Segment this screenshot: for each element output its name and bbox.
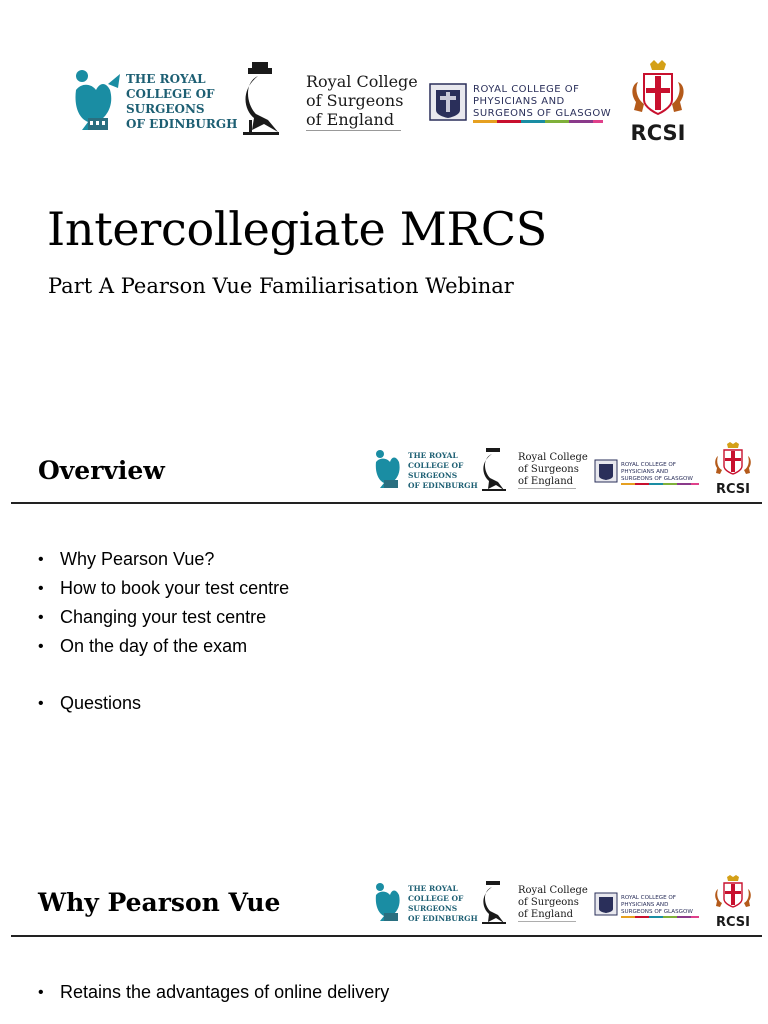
- england-crest-icon: [482, 881, 506, 924]
- overview-bullet-list: [38, 545, 289, 718]
- rcsi-logo-text: RCSI: [630, 121, 686, 145]
- england-crest-icon: [482, 448, 506, 491]
- list-item: • Retains the advantages of online delivery: [38, 978, 389, 1007]
- glasgow-color-bar: [621, 483, 699, 485]
- slide-heading: Why Pearson Vue: [38, 888, 281, 917]
- edinburgh-crest-icon: [76, 70, 121, 130]
- list-item: • Changing your test centre: [38, 603, 289, 632]
- edinburgh-logo-text: THE ROYAL COLLEGE OF SURGEONS OF EDINBURGH: [408, 451, 478, 490]
- why-pearson-vue-slide: [0, 854, 768, 1024]
- glasgow-crest-icon: [430, 84, 466, 120]
- heading-divider: [11, 935, 762, 937]
- edinburgh-logo-text: THE ROYAL COLLEGE OF SURGEONS OF EDINBURGH: [126, 72, 238, 131]
- glasgow-color-bar: [621, 916, 699, 918]
- heading-divider: [11, 502, 762, 504]
- college-logos-strip: [372, 875, 756, 931]
- england-logo-text: Royal College of Surgeons of England: [306, 72, 418, 129]
- england-logo-text: Royal College of Surgeons of England: [518, 885, 588, 920]
- rcsi-crest-icon: [715, 442, 751, 474]
- list-item: • How to book your test centre: [38, 574, 289, 603]
- england-logo-text: Royal College of Surgeons of England: [518, 452, 588, 487]
- england-crest-icon: [243, 62, 279, 135]
- college-logos-strip: [372, 442, 756, 498]
- why-bullet-list: [38, 978, 389, 1007]
- glasgow-logo-text: ROYAL COLLEGE OF PHYSICIANS AND SURGEONS OF GLASGOW: [473, 84, 612, 119]
- rcsi-crest-icon: [715, 875, 751, 907]
- glasgow-logo-text: ROYAL COLLEGE OF PHYSICIANS AND SURGEONS OF GLASGOW: [621, 895, 693, 915]
- glasgow-color-bar: [473, 120, 603, 123]
- presentation-title: Intercollegiate MRCS: [47, 202, 547, 256]
- presentation-subtitle: Part A Pearson Vue Familiarisation Webinar: [48, 274, 514, 298]
- glasgow-crest-icon: [595, 893, 617, 915]
- rcsi-crest-icon: [632, 60, 683, 114]
- title-slide: [0, 0, 768, 420]
- rcsi-logo-text: RCSI: [716, 915, 750, 930]
- overview-slide: [0, 420, 768, 850]
- rcsi-logo-text: RCSI: [716, 482, 750, 497]
- list-item: • Why Pearson Vue?: [38, 545, 289, 574]
- list-item: • On the day of the exam: [38, 632, 289, 661]
- glasgow-logo-text: ROYAL COLLEGE OF PHYSICIANS AND SURGEONS OF GLASGOW: [621, 462, 693, 482]
- glasgow-crest-icon: [595, 460, 617, 482]
- list-item: • Questions: [38, 689, 289, 718]
- slide-heading: Overview: [38, 456, 165, 485]
- edinburgh-crest-icon: [376, 450, 400, 488]
- edinburgh-crest-icon: [376, 883, 400, 921]
- edinburgh-logo-text: THE ROYAL COLLEGE OF SURGEONS OF EDINBURGH: [408, 884, 478, 923]
- college-logos-strip: [68, 60, 693, 146]
